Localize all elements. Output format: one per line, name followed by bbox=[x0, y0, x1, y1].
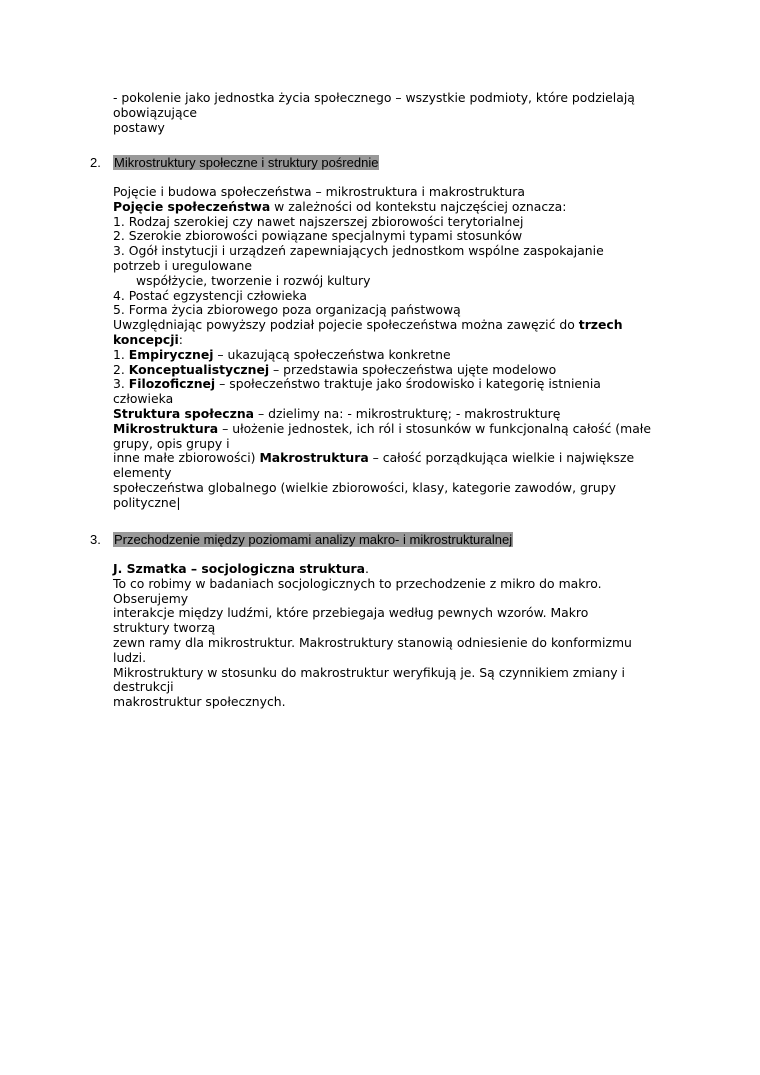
list-number: 1. bbox=[113, 346, 129, 362]
text-fragment: – dzielimy na: - mikrostrukturę; - makrostrukturę bbox=[254, 405, 561, 421]
text-line: polityczne| bbox=[113, 494, 181, 510]
text-line: społeczeństwa globalnego (wielkie zbiorowości, klasy, kategorie zawodów, grupy bbox=[113, 479, 616, 495]
text-line bbox=[113, 333, 683, 348]
text-line: Pojęcie i budowa społeczeństwa – mikrostruktura i makrostruktura bbox=[113, 184, 525, 199]
text-line: struktury tworzą bbox=[113, 620, 216, 636]
bold-term: Struktura społeczna bbox=[113, 405, 255, 421]
text-line: - pokolenie jako jednostka życia społecznego – wszystkie podmioty, które podzielają bbox=[113, 90, 635, 105]
text-fragment: Uwzględniając powyższy podział pojecie społeczeństwa można zawęzić do bbox=[113, 317, 579, 333]
text-line: To co robimy w badaniach socjologicznych to przechodzenie z mikro do makro. bbox=[113, 575, 602, 591]
text-line: potrzeb i uregulowane bbox=[113, 257, 252, 273]
bold-term: J. Szmatka – socjologiczna struktura bbox=[113, 561, 365, 576]
list-item bbox=[113, 363, 683, 378]
text-line bbox=[113, 407, 683, 422]
text-line: grupy, opis grupy i bbox=[113, 435, 230, 451]
text-fragment: – społeczeństwo traktuje jako środowisko i kategorię istnienia bbox=[215, 376, 601, 392]
text-fragment: w zależności od kontekstu najczęściej oznacza: bbox=[270, 198, 567, 214]
text-line: destrukcji bbox=[113, 679, 174, 695]
section-3-body bbox=[113, 562, 683, 710]
text-fragment: – całość porządkująca wielkie i największe bbox=[368, 450, 635, 466]
text-line bbox=[113, 562, 683, 577]
text-line: człowieka bbox=[113, 391, 174, 407]
intro-paragraph bbox=[113, 91, 683, 135]
list-item: 2. Szerokie zbiorowości powiązane specjalnymi typami stosunków bbox=[113, 228, 523, 244]
section-number: 2. bbox=[90, 155, 101, 170]
text-fragment: : bbox=[178, 331, 183, 347]
text-fragment: – ukazującą społeczeństwa konkretne bbox=[213, 346, 451, 362]
bold-term: Makrostruktura bbox=[259, 450, 369, 466]
section-title: Przechodzenie między poziomami analizy makro- i mikrostrukturalnej bbox=[114, 532, 513, 547]
list-item bbox=[113, 377, 683, 392]
text-line: ludzi. bbox=[113, 649, 147, 665]
bold-term: Konceptualistycznej bbox=[128, 361, 270, 377]
list-item: 3. Ogół instytucji i urządzeń zapewniających jednostkom wspólne zaspokajanie bbox=[113, 243, 604, 259]
text-line: zewn ramy dla mikrostruktur. Makrostruktury stanowią odniesienie do konformizmu bbox=[113, 634, 632, 650]
list-item: 1. Rodzaj szerokiej czy nawet najszerszej zbiorowości terytorialnej bbox=[113, 213, 524, 229]
bold-term: Mikrostruktura bbox=[113, 420, 219, 436]
text-fragment: . bbox=[365, 561, 369, 576]
section-2-heading bbox=[90, 155, 379, 171]
text-line: postawy bbox=[113, 119, 165, 135]
bold-term: Empirycznej bbox=[128, 346, 214, 362]
section-2-body bbox=[113, 185, 683, 511]
text-line: Obserujemy bbox=[113, 590, 189, 606]
bold-term: Filozoficznej bbox=[128, 376, 216, 392]
text-line: elementy bbox=[113, 465, 172, 481]
text-line: współżycie, tworzenie i rozwój kultury bbox=[136, 272, 371, 288]
text-line bbox=[113, 318, 683, 333]
list-item: 5. Forma życia zbiorowego poza organizacją państwową bbox=[113, 302, 461, 318]
text-fragment: – przedstawia społeczeństwa ujęte modelowo bbox=[269, 361, 557, 377]
bold-term: Pojęcie społeczeństwa bbox=[113, 198, 271, 214]
text-line: Mikrostruktury w stosunku do makrostruktur weryfikują je. Są czynnikiem zmiany i bbox=[113, 664, 625, 680]
list-item bbox=[113, 348, 683, 363]
text-fragment: inne małe zbiorowości) bbox=[113, 450, 260, 466]
text-line bbox=[113, 451, 683, 466]
section-number: 3. bbox=[90, 532, 101, 547]
section-3-heading bbox=[90, 532, 513, 548]
list-item: 4. Postać egzystencji człowieka bbox=[113, 287, 307, 303]
text-line: interakcje między ludźmi, które przebiegaja według pewnych wzorów. Makro bbox=[113, 605, 589, 621]
text-line bbox=[113, 422, 683, 437]
list-number: 3. bbox=[113, 376, 129, 392]
text-fragment: – ułożenie jednostek, ich ról i stosunków w funkcjonalną całość (małe bbox=[218, 420, 651, 436]
bold-term: koncepcji bbox=[113, 331, 179, 347]
list-number: 2. bbox=[113, 361, 129, 377]
bold-term: trzech bbox=[578, 317, 623, 333]
text-line: makrostruktur społecznych. bbox=[113, 694, 286, 710]
text-line: obowiązujące bbox=[113, 104, 198, 120]
text-line bbox=[113, 200, 683, 215]
section-title: Mikrostruktury społeczne i struktury pośrednie bbox=[114, 155, 379, 170]
